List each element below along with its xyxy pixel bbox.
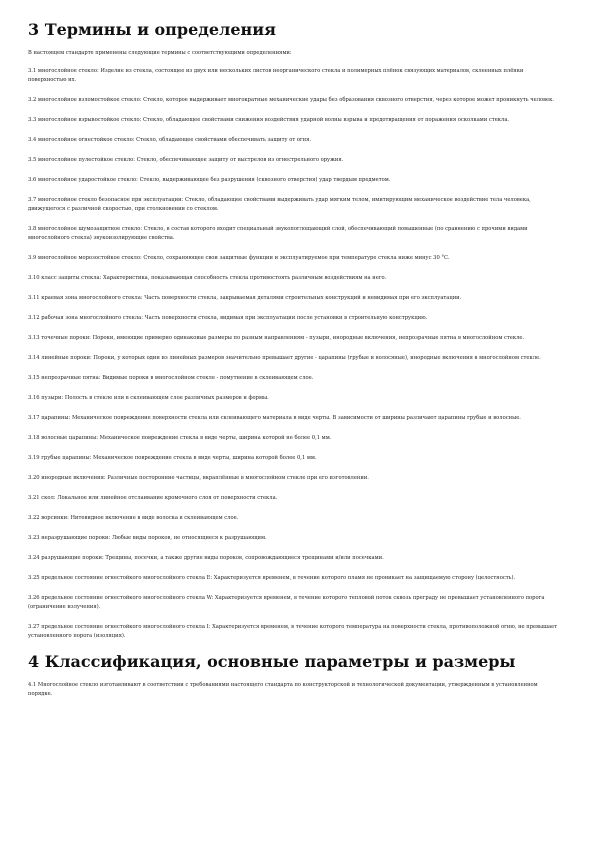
definition-item [28,116,559,125]
definition-item [28,67,559,85]
term-definition: Стекло, выдерживающее без разрушения (сквозного отверстия) удар твердым предметом. [139,176,391,183]
term-definition: Различные посторонние частицы, вкраплённые в многослойном стекле при его изготовлении. [107,474,369,481]
clause-number: 3.9 [28,254,37,261]
term-name: краевая зона многослойного стекла: [41,294,143,301]
term-name: рабочая зона многослойного стекла: [41,314,144,321]
definition-item [28,514,559,523]
term-name: предельное состояние огнестойкого многослойного стекла I: [41,623,211,630]
clause-number: 3.18 [28,434,40,441]
term-name: многослойное пулестойкое стекло: [37,156,136,163]
definition-item [28,414,559,423]
term-name: многослойное взломостойкое стекло: [37,96,142,103]
term-name: грубые царапины: [41,454,92,461]
term-name: предельное состояние огнестойкого многослойного стекла W: [41,594,214,601]
section-3-definitions [28,67,559,641]
section-3-heading: 3 Термины и определения [28,20,276,39]
term-name: ворсинки: [41,514,69,521]
definition-item [28,434,559,443]
term-definition: Стекло, в состав которого входит специальный звукопоглощающий слой, обеспечивающий повышенные (по сравнению с прочими видами многослойного стекла) звукоизолирующие свойства. [28,225,528,241]
term-definition: Характеризуется временем, в течение которого пламя не проникает на защищаемую сторону (целостность). [213,574,516,581]
clause-number: 3.27 [28,623,40,630]
clause-number: 3.20 [28,474,40,481]
definition-item [28,96,559,105]
definition-item [28,454,559,463]
term-name: многослойное стекло безопасное при эксплуатации: [37,196,184,203]
section-4-clauses [28,681,559,699]
term-definition: Стекло, обеспечивающее защиту от выстрелов из огнестрельного оружия. [136,156,344,163]
definition-item [28,176,559,185]
term-definition: Характеризуется временем, в течение которого тепловой поток сквозь преграду не превышает установленного порога (ограничение излучения). [28,594,545,610]
term-name: разрушающие пороки: [41,554,104,561]
clause-number: 3.5 [28,156,37,163]
term-definition: Нитевидное включение в виде волоска в склеивающем слое. [70,514,239,521]
clause-number: 3.10 [28,274,40,281]
term-definition: Стекло, обладающее свойствами выдерживать удар мягким телом, имитирующим механическое воздействие тела человека, движущегося с различной скоростью, при столкновении со стеклом. [28,196,531,212]
term-name: скол: [41,494,56,501]
term-definition: Стекло, сохраняющее свои защитные функции и эксплуатируемое при температуре стекла ниже минус 30 °С. [143,254,450,261]
definition-item [28,623,559,641]
clause-number: 3.16 [28,394,40,401]
term-name: многослойное шумозащитное стекло: [37,225,143,232]
term-definition: Стекло, обладающее свойствами обеспечивать защиту от огня. [136,136,312,143]
clause-number: 3.22 [28,514,40,521]
clause-number: 3.19 [28,454,40,461]
term-name: точечные пороки: [41,334,91,341]
clause-number: 3.17 [28,414,40,421]
term-definition: Стекло, обладающее свойствами снижения воздействия ударной волны взрыва и предотвращения от поражения осколками стекла. [143,116,510,123]
term-name: многослойное ударостойкое стекло: [37,176,138,183]
term-definition: Пороки, у которых один из линейных размеров значительно превышает другие - царапины (грубые и волосяные), инородные включения в многослойном стекле. [93,354,541,361]
definition-item [28,196,559,214]
term-name: многослойное морозостойкое стекло: [37,254,142,261]
definition-item [28,681,559,699]
clause-number: 3.13 [28,334,40,341]
definition-item [28,574,559,583]
term-definition: Механическое повреждение поверхности стекла или склеивающего материала в виде черты. В зависимости от ширины различают царапины грубые и волосные. [71,414,521,421]
definition-item [28,156,559,165]
clause-number: 3.24 [28,554,40,561]
term-name: пузыри: [41,394,64,401]
term-definition: Любые виды пороков, не относящиеся к разрушающим. [111,534,267,541]
definition-item [28,394,559,403]
term-definition: Часть поверхности стекла, видимая при эксплуатации после установки в строительную конструкцию. [144,314,428,321]
definition-item [28,354,559,363]
term-name: линейные пороки: [41,354,92,361]
clause-number: 3.6 [28,176,37,183]
definition-item [28,374,559,383]
definition-item [28,474,559,483]
clause-number: 3.8 [28,225,37,232]
definition-item [28,225,559,243]
clause-number: 3.11 [28,294,40,301]
definition-item [28,334,559,343]
clause-number: 3.1 [28,67,37,74]
term-definition: Локальное или линейное отслаивание кромочного слоя от поверхности стекла. [57,494,278,501]
definition-item [28,534,559,543]
clause-number: 3.2 [28,96,37,103]
clause-number: 4.1 [28,681,37,688]
clause-number: 3.23 [28,534,40,541]
term-definition: Характеризуется временем, в течение которого температура на поверхности стекла, противоположной огню, не превышает установленного порога (изоляция). [28,623,558,639]
term-definition: Механическое повреждение стекла в виде черты, ширина которой не более 0,1 мм. [99,434,332,441]
clause-number: 3.3 [28,116,37,123]
term-name: многослойное стекло: [37,67,99,74]
definition-item [28,254,559,263]
clause-number: 3.4 [28,136,37,143]
definition-item [28,136,559,145]
term-definition: Многослойное стекло изготавливают в соответствии с требованиями настоящего стандарта по конструкторской и технологической документации, утвержденным в установленном порядке. [28,681,538,697]
definition-item [28,294,559,303]
definition-item [28,594,559,612]
clause-number: 3.14 [28,354,40,361]
term-definition: Характеристика, показывающая способность стекла противостоять различным воздействиям на него. [103,274,387,281]
term-definition: Изделие из стекла, состоящее из двух или нескольких листов неорганического стекла и полимерных плёнок связующих материалов, склеенных плёнки поверхностью их. [28,67,524,83]
clause-number: 3.26 [28,594,40,601]
term-name: инородные включения: [41,474,106,481]
term-definition: Механическое повреждение стекла в виде черты, ширина которой более 0,1 мм. [93,454,317,461]
term-definition: Часть поверхности стекла, закрываемая деталями строительных конструкций и невидимая при его эксплуатации. [144,294,462,301]
term-name: неразрушающие пороки: [41,534,111,541]
term-name: многослойное взрывостойкое стекло: [37,116,142,123]
term-name: многослойное огнестойкое стекло: [37,136,135,143]
term-definition: Стекло, которое выдерживает многократные механические удары без образования сквозного отверстия, через которое может проникнуть человек. [143,96,555,103]
term-name: класс защиты стекла: [41,274,102,281]
definition-item [28,314,559,323]
term-name: царапины: [41,414,71,421]
clause-number: 3.21 [28,494,40,501]
term-name: волосные царапины: [41,434,98,441]
clause-number: 3.7 [28,196,37,203]
term-definition: Пороки, имеющие примерно одинаковые размеры по разным направлениям - пузыри, инородные включения, непрозрачные пятна в многослойном стекле. [92,334,525,341]
term-name: непрозрачные пятна: [41,374,101,381]
definition-item [28,554,559,563]
clause-number: 3.15 [28,374,40,381]
term-definition: Трещины, посечки, а также другие виды пороков, сопровождающиеся трещинами и/или посечками. [105,554,384,561]
definition-item [28,274,559,283]
section-3-intro: В настоящем стандарте применены следующие термины с соответствующими определениями: [28,50,292,56]
term-definition: Видимые пороки в многослойном стекле - помутнение в склеивающем слое. [102,374,314,381]
definition-item [28,494,559,503]
clause-number: 3.25 [28,574,40,581]
clause-number: 3.12 [28,314,40,321]
section-4-heading: 4 Классификация, основные параметры и размеры [28,651,516,671]
term-name: предельное состояние огнестойкого многослойного стекла Е: [41,574,213,581]
term-definition: Полость в стекле или в склеивающем слое различных размеров и формы. [64,394,269,401]
